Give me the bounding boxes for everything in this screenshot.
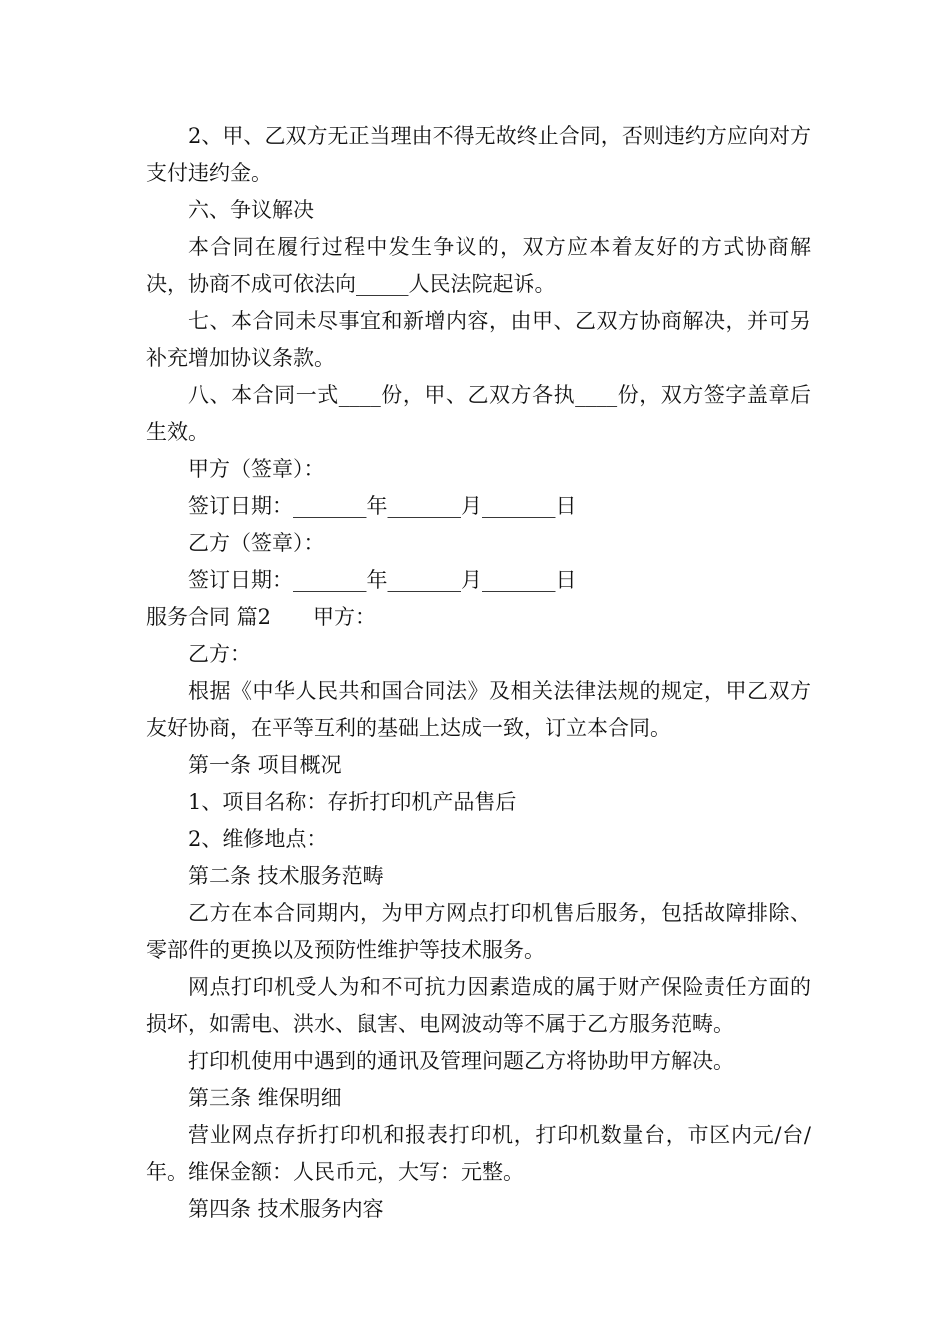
document-body: [146, 118, 811, 1228]
paragraph-supplement: 七、本合同未尽事宜和新增内容，由甲、乙双方协商解决，并可另补充增加协议条款。: [146, 309, 811, 370]
section-title-contract-2: 服务合同 篇2 甲方：: [146, 605, 377, 629]
article-2-heading: 第二条 技术服务范畴: [188, 864, 384, 888]
paragraph-copies: 八、本合同一式____份，甲、乙双方各执____份，双方签字盖章后生效。: [146, 383, 811, 444]
party-b-signature: 乙方（签章）：: [188, 531, 325, 555]
paragraph-termination: 2、甲、乙双方无正当理由不得无故终止合同，否则违约方应向对方支付违约金。: [146, 124, 811, 185]
repair-location: 2、维修地点：: [188, 827, 328, 851]
paragraph-dispute: 本合同在履行过程中发生争议的，双方应本着友好的方式协商解决，协商不成可依法向_____人民法院起诉。: [146, 235, 811, 296]
party-a-signature: 甲方（签章）：: [188, 457, 325, 481]
paragraph-assistance: 打印机使用中遇到的通讯及管理问题乙方将协助甲方解决。: [188, 1049, 734, 1073]
article-3-heading: 第三条 维保明细: [188, 1086, 342, 1110]
paragraph-preamble: 根据《中华人民共和国合同法》及相关法律法规的规定，甲乙双方友好协商，在平等互利的基础上达成一致，订立本合同。: [146, 679, 811, 740]
paragraph-maintenance-details: 营业网点存折打印机和报表打印机，打印机数量台，市区内元/台/年。维保金额：人民币元，大写：元整。: [146, 1123, 811, 1184]
heading-dispute-resolution: 六、争议解决: [188, 198, 314, 222]
project-name: 1、项目名称：存折打印机产品售后: [188, 790, 517, 814]
party-b-sign-date: 签订日期：_______年_______月_______日: [188, 568, 577, 592]
article-4-heading: 第四条 技术服务内容: [188, 1197, 384, 1221]
party-a-sign-date: 签订日期：_______年_______月_______日: [188, 494, 577, 518]
party-b-line: 乙方：: [188, 642, 251, 666]
paragraph-exclusions: 网点打印机受人为和不可抗力因素造成的属于财产保险责任方面的损坏，如需电、洪水、鼠害、电网波动等不属于乙方服务范畴。: [146, 975, 811, 1036]
article-1-heading: 第一条 项目概况: [188, 753, 342, 777]
paragraph-service-scope: 乙方在本合同期内，为甲方网点打印机售后服务，包括故障排除、零部件的更换以及预防性维护等技术服务。: [146, 901, 811, 962]
